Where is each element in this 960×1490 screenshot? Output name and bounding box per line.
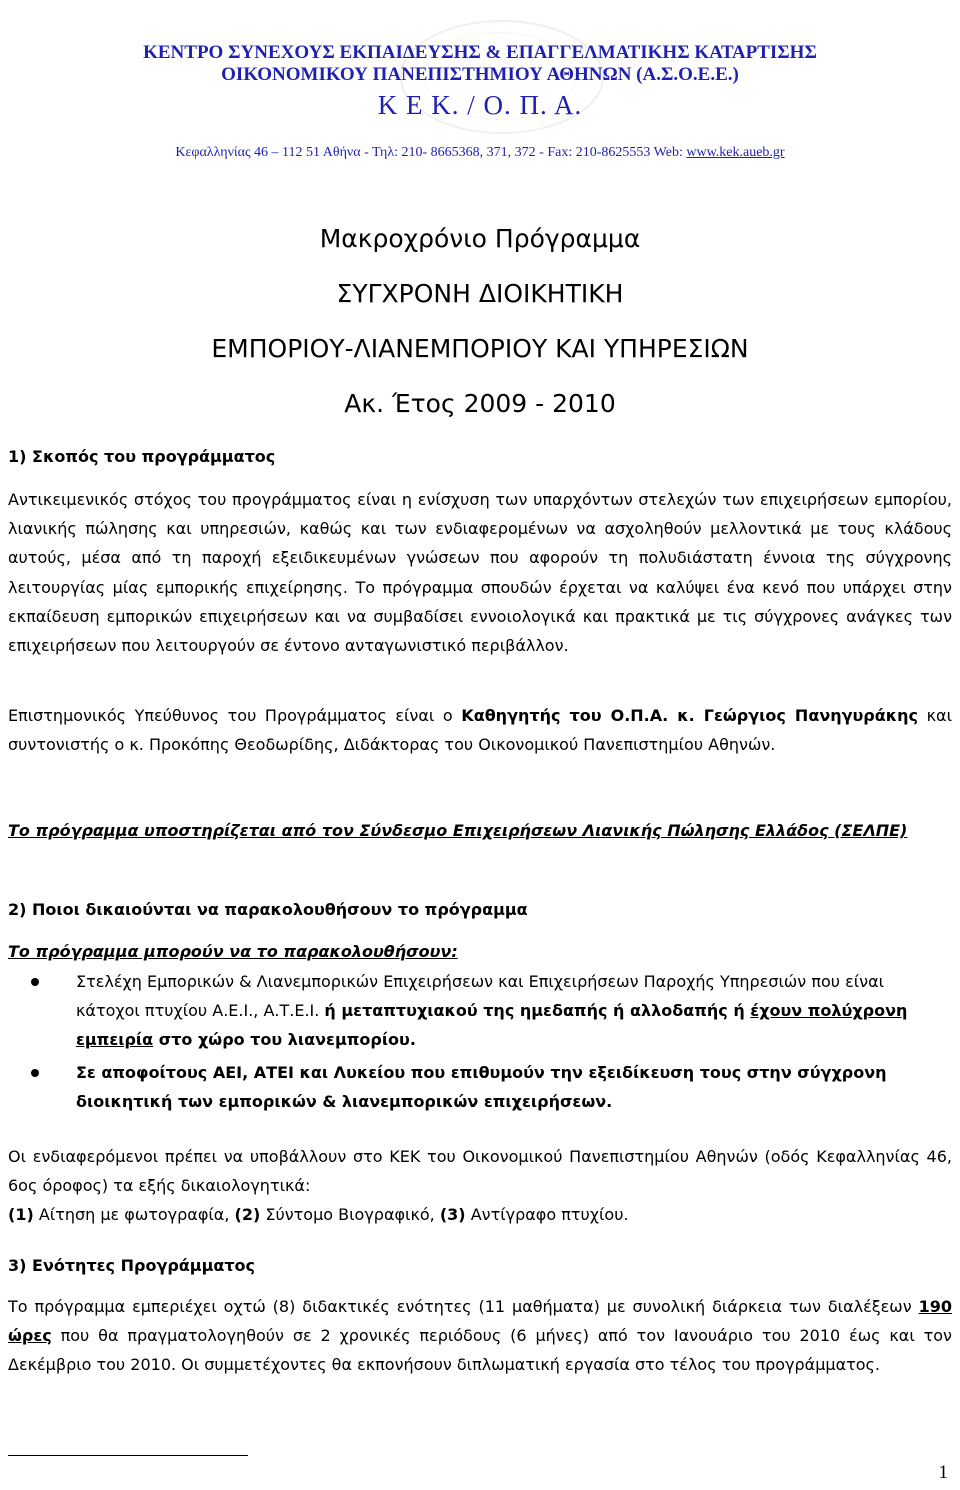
program-subtitle: ΕΜΠΟΡΙΟΥ-ΛΙΑΝΕΜΠΟΡΙΟΥ ΚΑΙ ΥΠΗΡΕΣΙΩΝ: [211, 334, 749, 363]
total-hours: 190 ώρες: [8, 1297, 952, 1346]
director-name: Καθηγητής του Ο.Π.Α. κ. Γεώργιος Πανηγυράκης: [461, 706, 918, 725]
purpose-paragraph: Αντικειμενικός στόχος του προγράμματος είναι η ενίσχυση των υπαρχόντων στελεχών των επιχειρήσεων εμπορίου, λιανικής πώλησης και υπηρεσιών, καθώς και των ενδιαφερομένων να ασχοληθούν μελλοντικά με τους κλάδους αυτούς, μέσα από τη παροχή εξειδικευμένων γνώσεων που αφορούν τη πολυδιάστατη έννοια της σύγχρονης λειτουργίας μίας εμπορικής επιχείρησης. Το πρόγραμμα σπουδών έρχεται να καλύψει ένα κενό που υπάρχει στην εκπαίδευση εμπορικών επιχειρήσεων και να συμβαδίσει εννοιολογικά και πρακτικά με τις σύγχρονες ανάγκες των επιχειρήσεων που λειτουργούν σε έντονο ανταγωνιστικό περιβάλλον.: [8, 490, 952, 656]
list-item: [8, 967, 952, 1054]
header-acronym: Κ Ε Κ. / Ο. Π. Α.: [377, 90, 583, 120]
page-number: 1: [938, 1462, 948, 1483]
units-text-start: Το πρόγραμμα εμπεριέχει οχτώ (8) διδακτικές ενότητες (11 μαθήματα) με συνολική διάρκεια των διαλέξεων: [8, 1297, 919, 1316]
doc3-number: (3): [439, 1205, 466, 1225]
documents-paragraph: [8, 1142, 952, 1230]
section-heading-units: 3) Ενότητες Προγράμματος: [8, 1256, 256, 1275]
doc1-number: (1): [8, 1205, 34, 1225]
header-contact: [0, 145, 960, 161]
doc1-text: Αίτηση με φωτογραφία,: [33, 1205, 235, 1225]
doc3-text: Αντίγραφο πτυχίου.: [465, 1205, 629, 1225]
units-paragraph: [8, 1292, 952, 1380]
bullet1-experience: έχουν πολύχρονη εμπειρία: [76, 1001, 908, 1049]
program-title: ΣΥΓΧΡΟΝΗ ΔΙΟΙΚΗΤΙΚΗ: [336, 279, 624, 308]
website-link[interactable]: www.kek.aueb.gr: [686, 145, 785, 160]
scientific-director-paragraph: [8, 701, 952, 759]
director-text-end: και συντονιστής ο κ. Προκόπης Θεοδωρίδης, Διδάκτορας του Οικονομικού Πανεπιστημίου Αθηνών.: [8, 706, 952, 755]
header-university-line: ΟΙΚΟΝΟΜΙΚΟΥ ΠΑΝΕΠΙΣΤΗΜΙΟΥ ΑΘΗΝΩΝ (Α.Σ.Ο.Ε.Ε.): [221, 64, 739, 85]
section-heading-eligibility: 2) Ποιοι δικαιούνται να παρακολουθήσουν το πρόγραμμα: [8, 900, 528, 919]
bullet1-bold: ή μεταπτυχιακού της ημεδαπής ή αλλοδαπής ή: [324, 1001, 751, 1020]
header-organization-line: ΚΕΝΤΡΟ ΣΥΝΕΧΟΥΣ ΕΚΠΑΙΔΕΥΣΗΣ & ΕΠΑΓΓΕΛΜΑΤΙΚΗΣ ΚΑΤΑΡΤΙΣΗΣ: [143, 42, 817, 63]
support-text: Το πρόγραμμα υποστηρίζεται από τον Σύνδεσμο Επιχειρήσεων Λιανικής Πώλησης Ελλάδος (ΣΕΛΠΕ): [8, 821, 908, 840]
support-statement: [8, 816, 952, 845]
bullet1-end: στο χώρο του λιανεμπορίου.: [153, 1030, 416, 1049]
section-heading-purpose: 1) Σκοπός του προγράμματος: [8, 447, 276, 466]
contact-text: Κεφαλληνίας 46 – 112 51 Αθήνα - Τηλ: 210- 8665368, 371, 372 - Fax: 210-8625553 Web:: [175, 145, 687, 160]
units-text-end: που θα πραγματολογηθούν σε 2 χρονικές περιόδους (6 μήνες) από τον Ιανουάριο του 2010 έως και τον Δεκέμβριο του 2010. Οι συμμετέχοντες θα εκπονήσουν διπλωματική εργασία στο τέλος του προγράμματος.: [8, 1326, 952, 1375]
eligibility-list: [8, 967, 952, 1116]
director-text-start: Επιστημονικός Υπεύθυνος του Προγράμματος είναι ο: [8, 706, 462, 725]
list-item: [8, 1058, 952, 1116]
eligibility-intro: [8, 937, 952, 966]
program-type: Μακροχρόνιο Πρόγραμμα: [319, 224, 641, 253]
academic-year: Ακ. Έτος 2009 - 2010: [344, 389, 616, 418]
footer-divider: [8, 1455, 248, 1456]
doc2-text: Σύντομο Βιογραφικό,: [260, 1205, 440, 1225]
doc2-number: (2): [234, 1205, 261, 1225]
eligibility-intro-text: Το πρόγραμμα μπορούν να το παρακολουθήσουν:: [8, 942, 458, 961]
documents-intro: Οι ενδιαφερόμενοι πρέπει να υποβάλλουν στο ΚΕΚ του Οικονομικού Πανεπιστημίου Αθηνών (οδός Κεφαλληνίας 46, 6ος όροφος) τα εξής δικαιολογητικά:: [8, 1147, 952, 1196]
bullet1-text: Στελέχη Εμπορικών & Λιανεμπορικών Επιχειρήσεων και Επιχειρήσεων Παροχής Υπηρεσιών που είναι κάτοχοι πτυχίου Α.Ε.Ι., Α.Τ.Ε.Ι.: [76, 972, 885, 1020]
bullet2-text: Σε αποφοίτους ΑΕΙ, ΑΤΕΙ και Λυκείου που επιθυμούν την εξειδίκευση τους στην σύγχρονη διοικητική των εμπορικών & λιανεμπορικών επιχειρήσεων.: [76, 1063, 887, 1111]
